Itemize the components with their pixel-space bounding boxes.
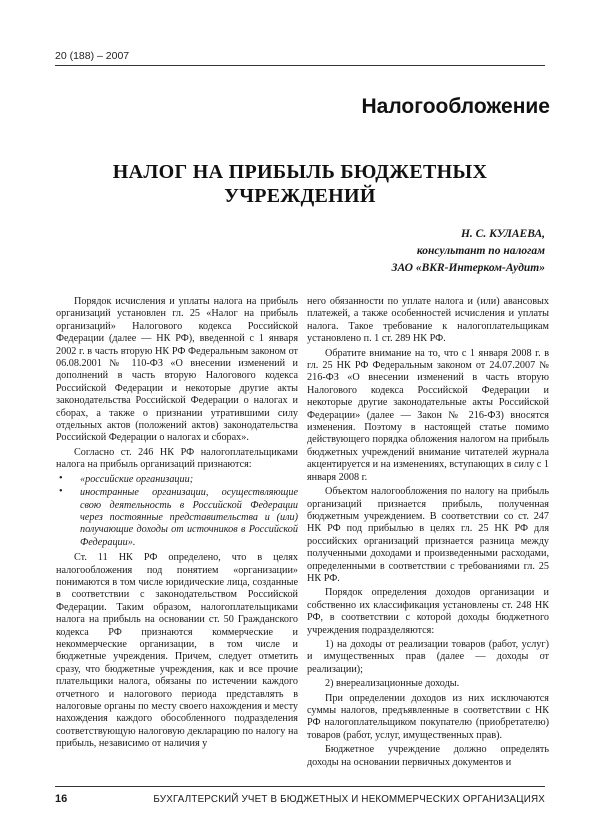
paragraph: Порядок определения доходов организации и собственно их классификация установлены ст. 248 НК РФ, в соответствии с которой доходы бюджетного учреждения подразделяются: — [307, 587, 549, 636]
list-item-text: иностранные организации, осуществляющие свою деятельность в Российской Федерации через постоянные представительства и (или) получающие доходы от источников в Российской Федерации». — [80, 487, 298, 548]
bullet-icon: • — [59, 486, 63, 498]
paragraph-continued: него обязанности по уплате налога и (или) авансовых платежей, а также особенностей исчисления и уплаты налога. Такое требование к налогоплательщикам установлено п. 1 ст. 289 НК РФ. — [307, 296, 549, 345]
left-column — [56, 296, 298, 753]
paragraph: Согласно ст. 246 НК РФ налогоплательщиками налога на прибыль организаций признаются: — [56, 446, 298, 471]
right-column — [307, 296, 549, 771]
author-company: ЗАО «BKR-Интерком-Аудит» — [391, 262, 545, 274]
article-title: НАЛОГ НА ПРИБЫЛЬ БЮДЖЕТНЫХ УЧРЕЖДЕНИЙ — [112, 161, 488, 207]
page-number: 16 — [55, 793, 68, 805]
paragraph: Порядок исчисления и уплаты налога на прибыль организаций установлен гл. 25 «Налог на прибыль организаций» Налогового кодекса Российской Федерации (далее — НК РФ), введенной с 1 января 2002 г. в часть вторую НК РФ Федеральным законом от 06.08.2001 № 110-ФЗ «О внесении изменений и дополнений в часть вторую Налогового кодекса Российской Федерации и некоторые другие акты законодательства Российской Федерации о налогах и сборах, а также о признании утратившими силу отдельных актов (положений актов) законодательства Российской Федерации о налогах и сборах». — [56, 296, 298, 444]
paragraph: Бюджетное учреждение должно определять доходы на основании первичных документов и — [307, 744, 549, 768]
journal-title: БУХГАЛТЕРСКИЙ УЧЕТ В БЮДЖЕТНЫХ И НЕКОММЕРЧЕСКИХ ОРГАНИЗАЦИЯХ — [153, 794, 545, 805]
taxpayer-list — [56, 474, 298, 549]
issue-number: 20 (188) – 2007 — [55, 50, 130, 62]
author-name: Н. С. КУЛАЕВА, — [460, 228, 545, 240]
paragraph: Объектом налогообложения по налогу на прибыль организаций признается прибыль, полученная бюджетным учреждением. В соответствии со ст. 247 НК РФ под прибылью в целях гл. 25 НК РФ для российских организаций признается разница между полученными доходами и произведенными расходами, определенными в соответствии с требованиями гл. 25 НК РФ. — [307, 486, 549, 584]
bullet-icon: • — [59, 472, 63, 484]
list-item — [56, 474, 298, 486]
paragraph: При определении доходов из них исключаются суммы налогов, предъявленные в соответствии с НК РФ налогоплательщиком покупателю (приобретателю) товаров (работ, услуг, имущественных прав). — [307, 692, 549, 741]
paragraph: 2) внереализационные доходы. — [325, 678, 460, 690]
section-title: Налогообложение — [361, 95, 550, 118]
paragraph: Ст. 11 НК РФ определено, что в целях налогообложения под понятием «организации» понимаются в том числе юридические лица, созданные в соответствии с законодательством Российской Федерации. Таким образом, налогоплательщиками налога на прибыль на основании ст. 50 Гражданского кодекса РФ признаются коммерческие и некоммерческие организации, в том числе и бюджетные учреждения. Причем, следует отметить сразу, что бюджетные учреждения, как и все прочие плательщики налога, обязаны по истечении каждого отчетного и налогового периода представлять в налоговые органы по месту своего нахождения и месту нахождения каждого обособленного подразделения соответствующую налоговую декларацию по налогу на прибыль, независимо от наличия у — [56, 552, 298, 750]
header-rule — [55, 65, 545, 66]
paragraph: 1) на доходы от реализации товаров (работ, услуг) и имущественных прав (далее — доходы от реализации); — [307, 638, 549, 675]
paragraph: Обратите внимание на то, что с 1 января 2008 г. в гл. 25 НК РФ Федеральным законом от 24.07.2007 № 216-ФЗ «О внесении изменений в часть вторую Налогового кодекса Российской Федерации и некоторые другие законодательные акты Российской Федерации» (далее — Закон № 216-ФЗ) вносятся изменения. Поэтому в настоящей статье помимо действующего порядка обложения налогом на прибыль бюджетных учреждений внимание читателей журнала акцентируется и на изменениях, вступающих в силу с 1 января 2008 г. — [307, 347, 549, 483]
list-item — [56, 487, 298, 549]
author-byline — [392, 226, 545, 277]
footer-rule — [55, 786, 545, 787]
author-position: консультант по налогам — [416, 245, 545, 257]
list-item-text: «российские организации; — [80, 473, 194, 485]
